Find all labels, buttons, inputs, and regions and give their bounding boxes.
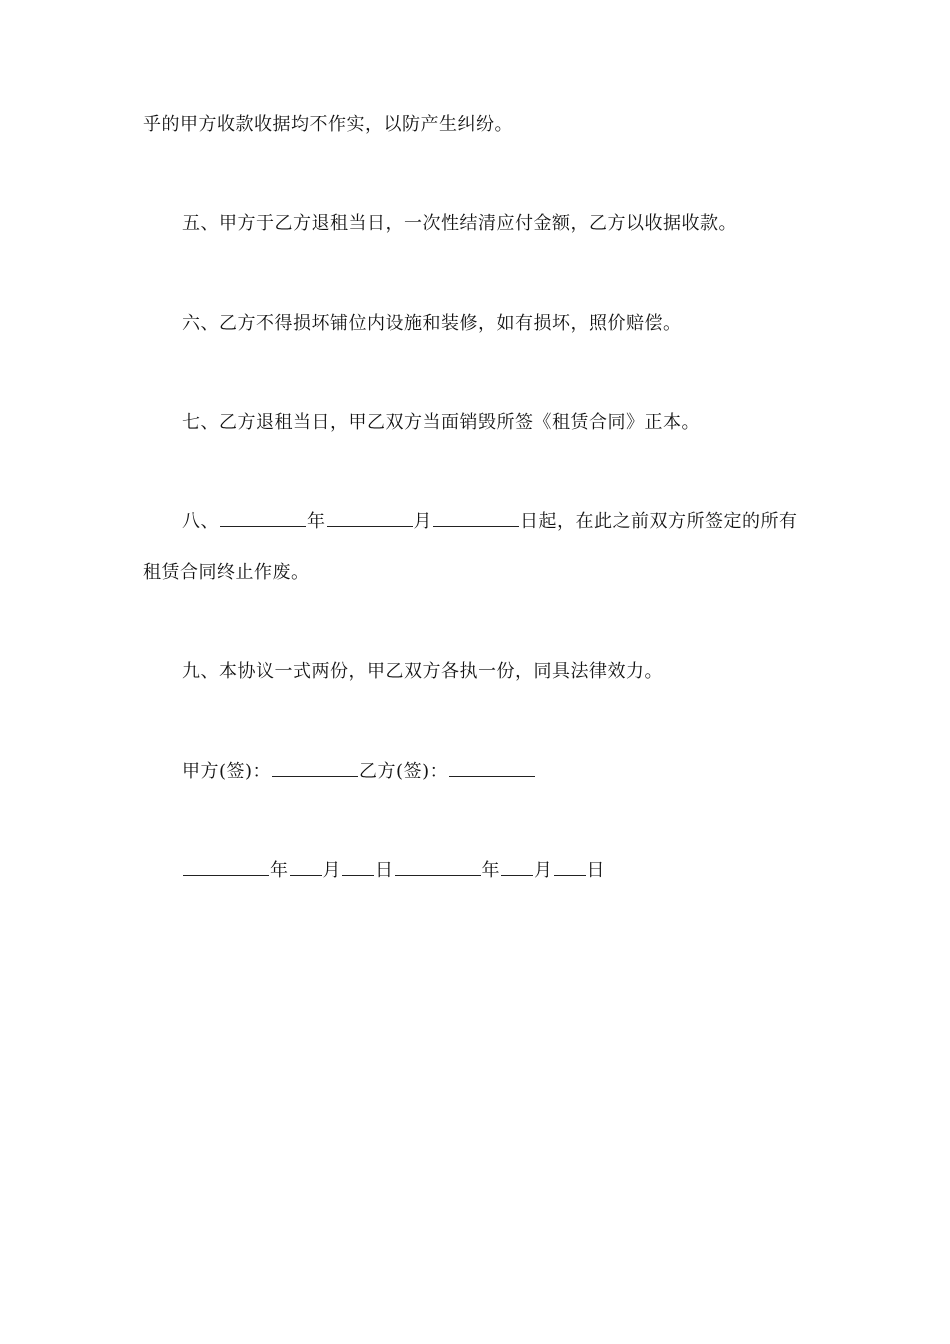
- party-a-date-month: 月: [322, 860, 341, 881]
- paragraph-8-line-1: [182, 510, 798, 534]
- paragraph-8-line-2: 租赁合同终止作废。: [143, 562, 310, 583]
- signature-line: [182, 760, 536, 784]
- paragraph-9: 九、本协议一式两份，甲乙双方各执一份，同具法律效力。: [182, 661, 663, 682]
- blank-day: [433, 510, 519, 527]
- party-b-date-day-blank: [554, 859, 586, 876]
- paragraph-4-continuation: 乎的甲方收款收据均不作实，以防产生纠纷。: [143, 114, 513, 135]
- paragraph-8-prefix: 八、: [182, 511, 219, 532]
- party-b-date-month-blank: [501, 859, 533, 876]
- party-b-date-day: 日: [586, 860, 605, 881]
- party-a-date-year: 年: [270, 860, 289, 881]
- paragraph-6: 六、乙方不得损坏铺位内设施和装修，如有损坏，照价赔偿。: [182, 313, 682, 334]
- party-a-signature-blank: [272, 760, 358, 777]
- blank-year: [220, 510, 306, 527]
- party-a-date-day: 日: [375, 860, 394, 881]
- party-b-date-year-blank: [395, 859, 481, 876]
- party-a-date-day-blank: [342, 859, 374, 876]
- paragraph-5: 五、甲方于乙方退租当日，一次性结清应付金额，乙方以收据收款。: [182, 213, 737, 234]
- party-a-date-month-blank: [290, 859, 322, 876]
- party-b-date-year: 年: [481, 860, 500, 881]
- party-b-label: 乙方(签)：: [359, 761, 449, 782]
- paragraph-8-suffix: 日起，在此之前双方所签定的所有: [520, 511, 798, 532]
- date-line: [182, 859, 605, 883]
- party-b-signature-blank: [449, 760, 535, 777]
- party-b-date-month: 月: [534, 860, 553, 881]
- party-a-date-year-blank: [183, 859, 269, 876]
- paragraph-7: 七、乙方退租当日，甲乙双方当面销毁所签《租赁合同》正本。: [182, 412, 700, 433]
- party-a-label: 甲方(签)：: [182, 761, 272, 782]
- blank-month: [327, 510, 413, 527]
- paragraph-8-month: 月: [413, 511, 432, 532]
- paragraph-8-year: 年: [307, 511, 326, 532]
